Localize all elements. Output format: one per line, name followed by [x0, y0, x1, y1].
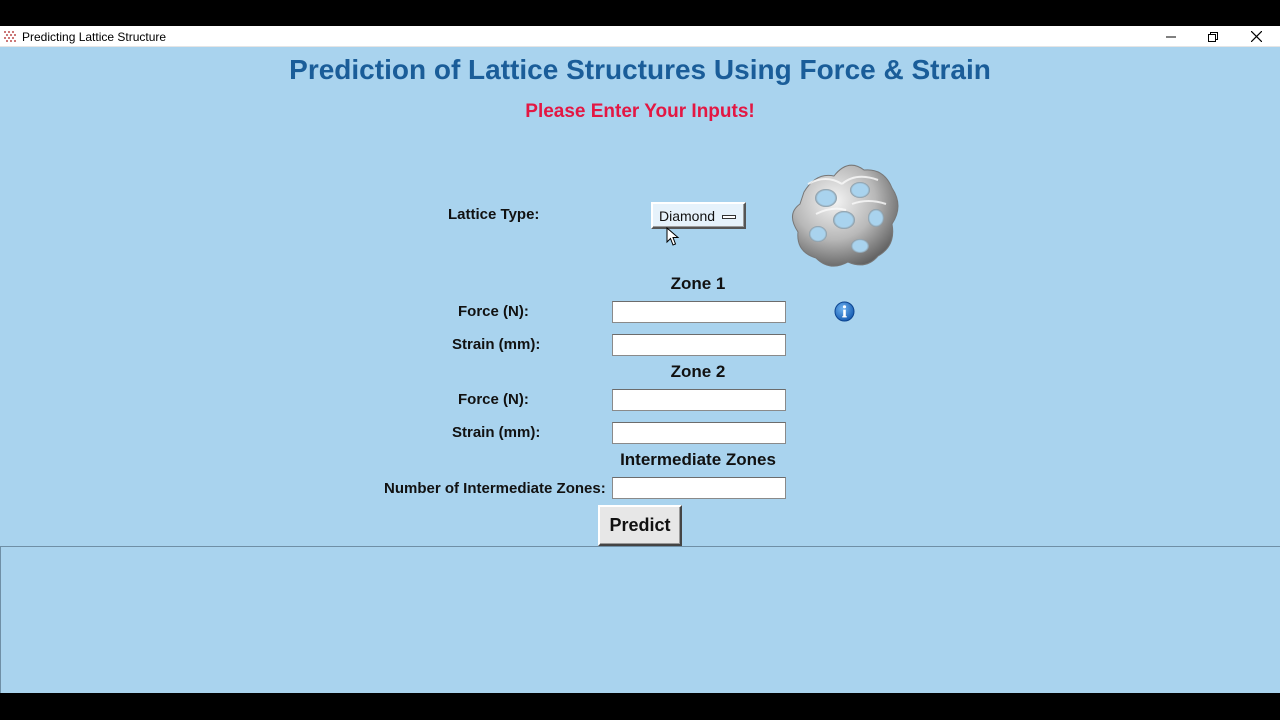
intermediate-zones-heading: Intermediate Zones [620, 450, 776, 469]
close-icon [1251, 31, 1262, 42]
intermediate-count-input[interactable] [612, 477, 786, 499]
zone1-heading: Zone 1 [670, 274, 726, 293]
output-area [0, 546, 1280, 693]
close-button[interactable] [1235, 26, 1277, 47]
mouse-cursor-icon [666, 227, 680, 247]
minimize-button[interactable] [1150, 26, 1192, 47]
restore-icon [1208, 32, 1218, 42]
zone1-strain-input[interactable] [612, 334, 786, 356]
zone2-strain-label: Strain (mm): [452, 424, 541, 441]
predict-button[interactable]: Predict [598, 505, 682, 546]
lattice-type-dropdown[interactable] [651, 202, 746, 229]
page-subtitle: Please Enter Your Inputs! [525, 101, 755, 122]
zone2-force-label: Force (N): [458, 391, 529, 408]
intermediate-count-label: Number of Intermediate Zones: [384, 480, 606, 497]
lattice-type-value: Diamond [659, 207, 716, 224]
info-icon[interactable] [834, 301, 855, 322]
zone2-strain-input[interactable] [612, 422, 786, 444]
main-content [0, 48, 1280, 693]
zone2-force-input[interactable] [612, 389, 786, 411]
title-bar[interactable] [0, 26, 1280, 47]
minimize-icon [1166, 32, 1176, 42]
restore-button[interactable] [1192, 26, 1234, 47]
dropdown-indicator-icon [722, 215, 736, 219]
zone1-force-label: Force (N): [458, 303, 529, 320]
app-window [0, 26, 1280, 693]
zone1-strain-label: Strain (mm): [452, 336, 541, 353]
lattice-type-label: Lattice Type: [448, 206, 540, 223]
zone1-force-input[interactable] [612, 301, 786, 323]
window-title: Predicting Lattice Structure [22, 30, 167, 44]
zone2-heading: Zone 2 [670, 362, 726, 381]
page-title: Prediction of Lattice Structures Using Force & Strain [289, 54, 991, 85]
lattice-structure-image [786, 154, 902, 270]
app-icon [3, 30, 17, 43]
